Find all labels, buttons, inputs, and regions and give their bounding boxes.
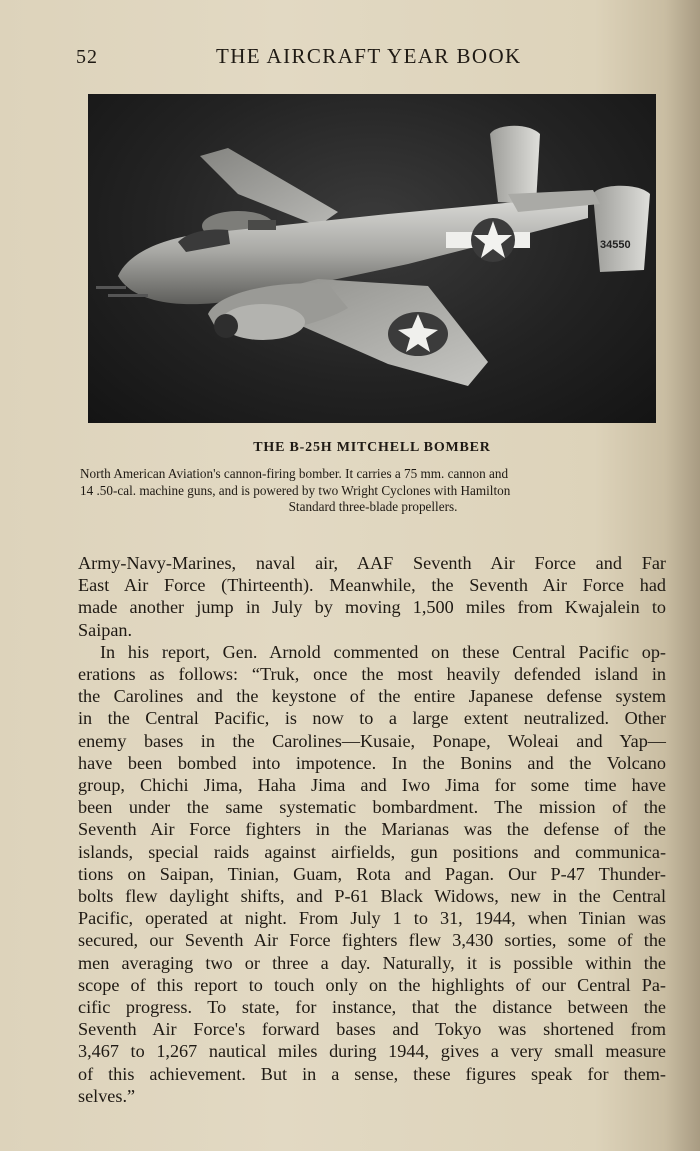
text-line: cific progress. To state, for instance, that the distance between the bbox=[78, 997, 666, 1018]
text-line: bolts flew daylight shifts, and P-61 Black Widows, new in the Central bbox=[78, 886, 666, 907]
text-line: Seventh Air Force fighters in the Marianas was the defense of the bbox=[78, 819, 666, 840]
text-line: men averaging two or three a day. Naturally, it is possible within the bbox=[78, 952, 666, 973]
text-line: Pacific, operated at night. From July 1 to 31, 1944, when Tinian was bbox=[78, 908, 666, 929]
page-header bbox=[0, 42, 700, 72]
text-line: in the Central Pacific, is now to a large extent neutralized. Other bbox=[78, 708, 666, 729]
text-line: enemy bases in the Carolines—Kusaie, Ponape, Woleai and Yap— bbox=[78, 730, 666, 751]
text-line: of this achievement. But in a sense, these figures speak for them- bbox=[78, 1063, 666, 1084]
figure-caption bbox=[80, 466, 666, 516]
page-number: 52 bbox=[76, 46, 98, 68]
running-title: THE AIRCRAFT YEAR BOOK bbox=[216, 44, 522, 68]
text-line: Seventh Air Force's forward bases and Tokyo was shortened from bbox=[78, 1019, 666, 1040]
tail-number: 34550 bbox=[600, 239, 631, 251]
text-line: selves.” bbox=[78, 1085, 136, 1106]
text-line: 3,467 to 1,267 nautical miles during 1944, gives a very small measure bbox=[78, 1041, 666, 1062]
text-line: been under the same systematic bombardment. The mission of the bbox=[78, 797, 666, 818]
text-line: tions on Saipan, Tinian, Guam, Rota and Pagan. Our P-47 Thunder- bbox=[78, 863, 666, 884]
text-line: made another jump in July by moving 1,500 miles from Kwajalein to bbox=[78, 597, 666, 618]
text-line: the Carolines and the keystone of the entire Japanese defense system bbox=[78, 686, 666, 707]
text-line: islands, special raids against airfields, gun positions and communica- bbox=[78, 841, 666, 862]
caption-line: North American Aviation's cannon-firing bomber. It carries a 75 mm. cannon and bbox=[80, 466, 509, 481]
b25h-aircraft-illustration bbox=[88, 94, 656, 423]
text-line: In his report, Gen. Arnold commented on these Central Pacific op- bbox=[100, 641, 666, 662]
text-line: secured, our Seventh Air Force fighters flew 3,430 sorties, some of the bbox=[78, 930, 666, 951]
body-text bbox=[78, 552, 666, 1107]
text-line: have been bombed into impotence. In the Bonins and the Volcano bbox=[78, 752, 666, 773]
text-line: group, Chichi Jima, Haha Jima and Iwo Jima for some time have bbox=[78, 775, 666, 796]
text-line: Army-Navy-Marines, naval air, AAF Seventh Air Force and Far bbox=[78, 553, 666, 573]
caption-line: Standard three-blade propellers. bbox=[288, 499, 458, 514]
figure-caption-title: THE B-25H MITCHELL BOMBER bbox=[253, 440, 491, 455]
text-line: scope of this report to touch only on the highlights of our Central Pa- bbox=[78, 974, 666, 995]
caption-line: 14 .50-cal. machine guns, and is powered by two Wright Cyclones with Hamilton bbox=[80, 482, 511, 498]
text-line: Saipan. bbox=[78, 619, 133, 640]
bomber-photograph bbox=[88, 94, 656, 423]
text-line: East Air Force (Thirteenth). Meanwhile, the Seventh Air Force had bbox=[78, 575, 666, 596]
text-line: erations as follows: “Truk, once the most heavily defended island in bbox=[78, 664, 666, 685]
